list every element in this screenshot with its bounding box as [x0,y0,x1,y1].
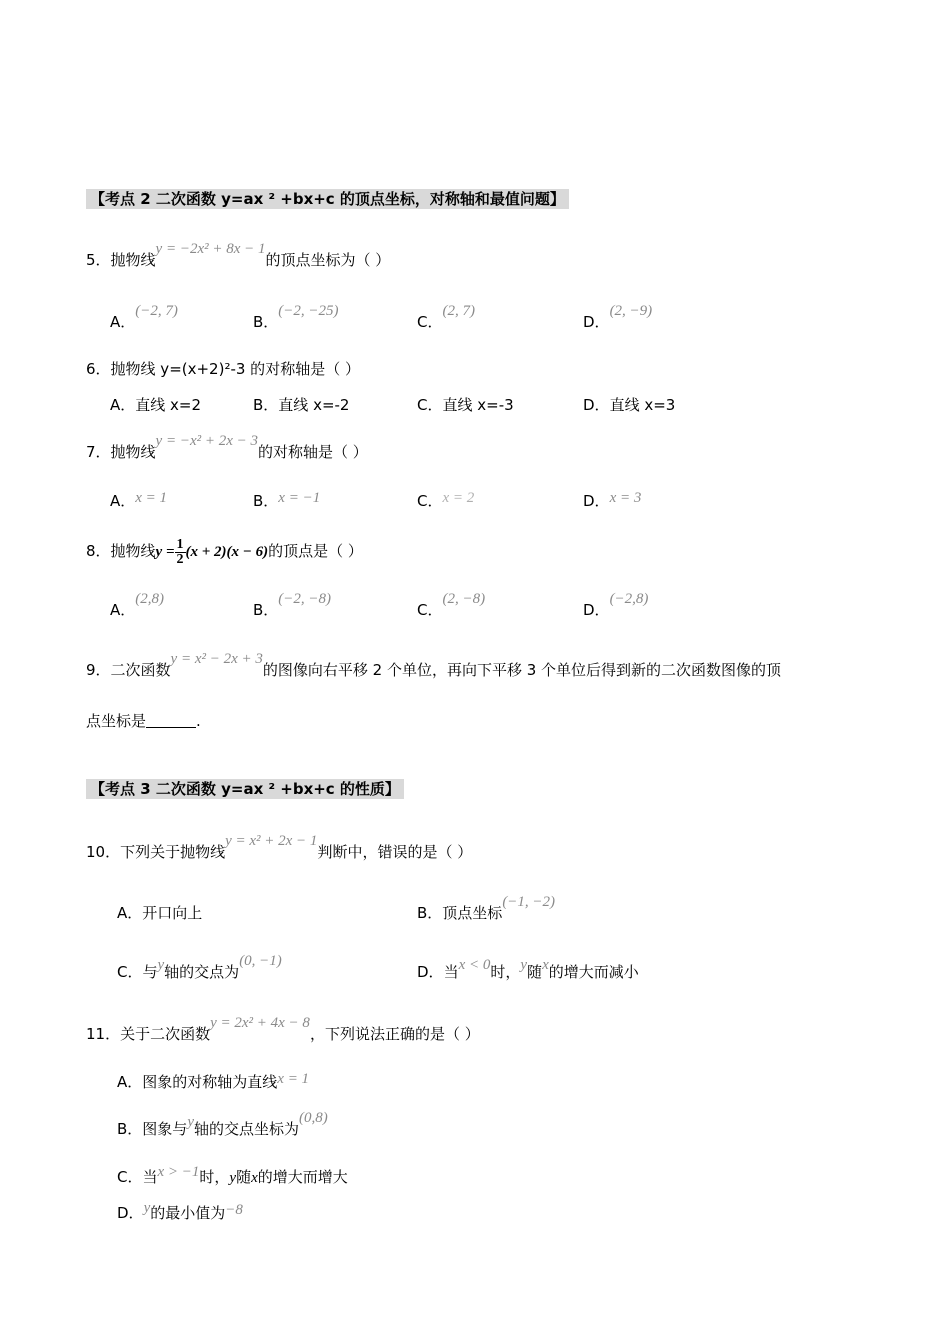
q7-option-c: C．x = 2 [417,490,475,510]
q10-formula: y = x² + 2x − 1 [225,833,318,849]
q11-option-a: A．图象的对称轴为直线x = 1 [117,1071,310,1091]
q6-option-b: B．直线 x=-2 [253,396,350,414]
q5-option-a: A．(−2, 7) [110,303,178,331]
question-7: 7．抛物线y = −x² + 2x − 3的对称轴是（ ） [86,433,368,461]
answer-blank[interactable] [146,711,196,728]
q6-option-d: D．直线 x=3 [583,396,676,414]
q10-option-a: A．开口向上 [117,904,203,922]
question-10: 10．下列关于抛物线y = x² + 2x − 1判断中，错误的是（ ） [86,833,473,861]
q8-option-d: D．(−2,8) [583,591,649,619]
question-11: 11．关于二次函数y = 2x² + 4x − 8，下列说法正确的是（ ） [86,1015,480,1043]
question-6: 6．抛物线 y=(x+2)²-3 的对称轴是（ ） [86,360,360,378]
question-8: 8．抛物线y = $\frac{1}{2}$ (x + 2)(x − 6)的顶点是（ ） [86,537,363,567]
section-3-header: 【考点 3 二次函数 y=ax ² +bx+c 的性质】 [86,779,404,799]
q11-option-d: D．y的最小值为−8 [117,1200,243,1222]
q5-stem: 5．抛物线 [86,251,156,269]
q9-formula: y = x² − 2x + 3 [170,651,263,667]
q10-option-d: D．当x < 0时，y随x的增大而减小 [417,957,639,981]
q5-tail: 的顶点坐标为（ ） [265,251,391,269]
q10-option-c: C．与y轴的交点为(0, −1) [117,953,282,981]
q8-formula: y = $\frac{1}{2}$ (x + 2)(x − 6) [155,537,269,567]
q11-formula: y = 2x² + 4x − 8 [210,1015,310,1031]
q7-option-b: B．x = −1 [253,490,321,510]
q8-option-b: B．(−2, −8) [253,591,332,619]
q8-option-c: C．(2, −8) [417,591,486,619]
question-9-line-2: 点坐标是 . [86,712,201,730]
q5-option-b: B．(−2, −25) [253,303,339,331]
question-9: 9．二次函数y = x² − 2x + 3的图像向右平移 2 个单位，再向下平移 3 个单位后得到新的二次函数图像的顶 [86,651,782,679]
question-5 [86,241,391,271]
section-2-header: 【考点 2 二次函数 y=ax ² +bx+c 的顶点坐标，对称轴和最值问题】 [86,189,569,209]
q11-option-c: C．当x > −1时，y随x的增大而增大 [117,1164,348,1186]
q8-option-a: A．(2,8) [110,591,165,619]
q7-option-d: D．x = 3 [583,490,642,510]
q11-option-b: B．图象与y轴的交点坐标为(0,8) [117,1110,328,1138]
q5-formula: y = −2x² + 8x − 1 [155,241,266,257]
q7-option-a: A．x = 1 [110,490,168,510]
q10-option-b: B．顶点坐标(−1, −2) [417,894,556,922]
q6-option-c: C．直线 x=-3 [417,396,514,414]
q6-option-a: A．直线 x=2 [110,396,202,414]
q5-option-d: D．(2, −9) [583,303,653,331]
q5-option-c: C．(2, 7) [417,303,475,331]
q7-formula: y = −x² + 2x − 3 [155,433,259,449]
